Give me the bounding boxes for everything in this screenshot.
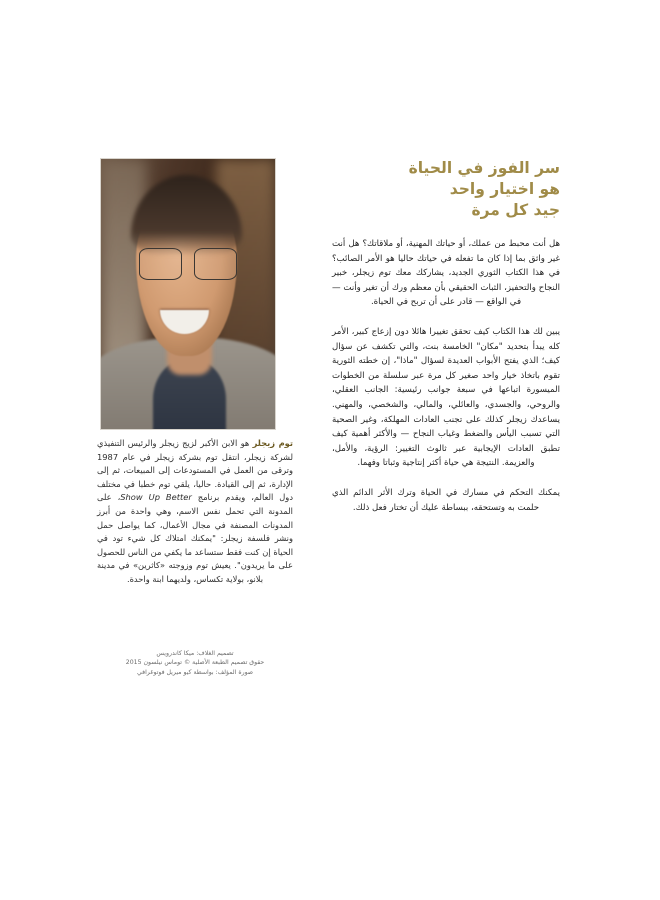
author-photo: [100, 158, 276, 430]
left-column: [97, 155, 293, 677]
author-bio-text-2: ، على المدونة التي تحمل نفس الاسم، وهي واحدة من أبرز المدونات المصنفة في مجال الأعمال، كما يواصل حمل ونشر فلسفة زيجلر: "يمكنك امتلاك كل شيء تود في الحياة إن كنت فقط ستساعد ما يكفي من الناس للحصول على ما يريدون". يعيش توم وزوجته «كاثرين» في مدينة بلانو، بولاية تكساس، ولديهما ابنة واحدة.: [97, 492, 293, 584]
author-bio: [97, 437, 293, 587]
right-column: [332, 158, 560, 530]
body-paragraph-2: يبين لك هذا الكتاب كيف تحقق تغييرا هائلا دون إزعاج كبير، الأمر كله يبدأ بتحديد "مكان" الخامسة بنت، والتي تكشف عن سؤال كيف؛ الذي يفتح الأبواب العديدة لسؤال "ماذا"، إن خطته الثورية تقوم باتخاذ خيار واحد صغير كل مرة عبر سلسلة من الخطوات الميسورة اتباعها في سبعة جوانب رئيسية: الجانب العقلي، والروحي، والجسدي، والعائلي، والمالي، والشخصي، والمهني. يساعدك زيجلر كذلك على تجنب العادات المهلكة، وغير الصحية التي تسبب اليأس والضغط وغياب النجاح — والأكثر أهمية كيف تطبق العادات الإيجابية عبر ثالوث التغيير: الرؤية، والأمل، والعزيمة. النتيجة هي حياة أكثر إنتاجية وثباتا وفهما.: [332, 326, 560, 469]
page-title: [332, 158, 560, 221]
credit-line-copyright: حقوق تصميم الطبعة الأصلية © توماس نيلسون 2015: [125, 659, 265, 667]
body-paragraph-3: يمكنك التحكم في مسارك في الحياة وترك الأثر الدائم الذي حلمت به وتستحقه، ببساطة عليك أن تختار فعل ذلك.: [332, 487, 560, 513]
credits-block: [97, 649, 293, 678]
author-name: توم زيجلر: [252, 438, 293, 448]
blog-title: Show Up Better: [120, 492, 192, 503]
credit-line-photographer: صورة المؤلف: بواسطة كيو ميريل فوتوغرافي: [136, 668, 254, 676]
headline-line-2: هو اختيار واحد: [449, 180, 560, 198]
headline-line-1: سر الفوز في الحياة: [408, 159, 560, 177]
body-paragraph-1: هل أنت محبط من عملك، أو حياتك المهنية، أو ملاقاتك؟ هل أنت غير واثق بما إذا كان ما تفعله في حياتك حاليا هو الأمر الصائب؟ في هذا الكتاب الثوري الجديد، يشاركك معك توم زيجلر، خبير النجاح والتحفيز، الثبات الحقيقي بأن معظم ورك أن تغير وأنت — في الواقع — قادر على أن تربح في الحياة.: [332, 239, 560, 308]
headline-line-3: جيد كل مرة: [471, 201, 560, 219]
author-bio-text-1: هو الابن الأكبر لزيج زيجلر والرئيس التنفيذي لشركة زيجلر، انتقل توم بشركة زيجلر في عام 1987 وترقى من العمل في المستودعات إلى المبيعات، ثم إلى الإدارة، ثم إلى القيادة. حاليا، يلقي توم خطبا في مختلف دول العالم، ويقدم برنامج: [97, 438, 294, 503]
eyeglasses-icon: [139, 248, 236, 278]
credit-line-cover-design: تصميم الغلاف: ميكا كاندرويس: [156, 649, 234, 657]
